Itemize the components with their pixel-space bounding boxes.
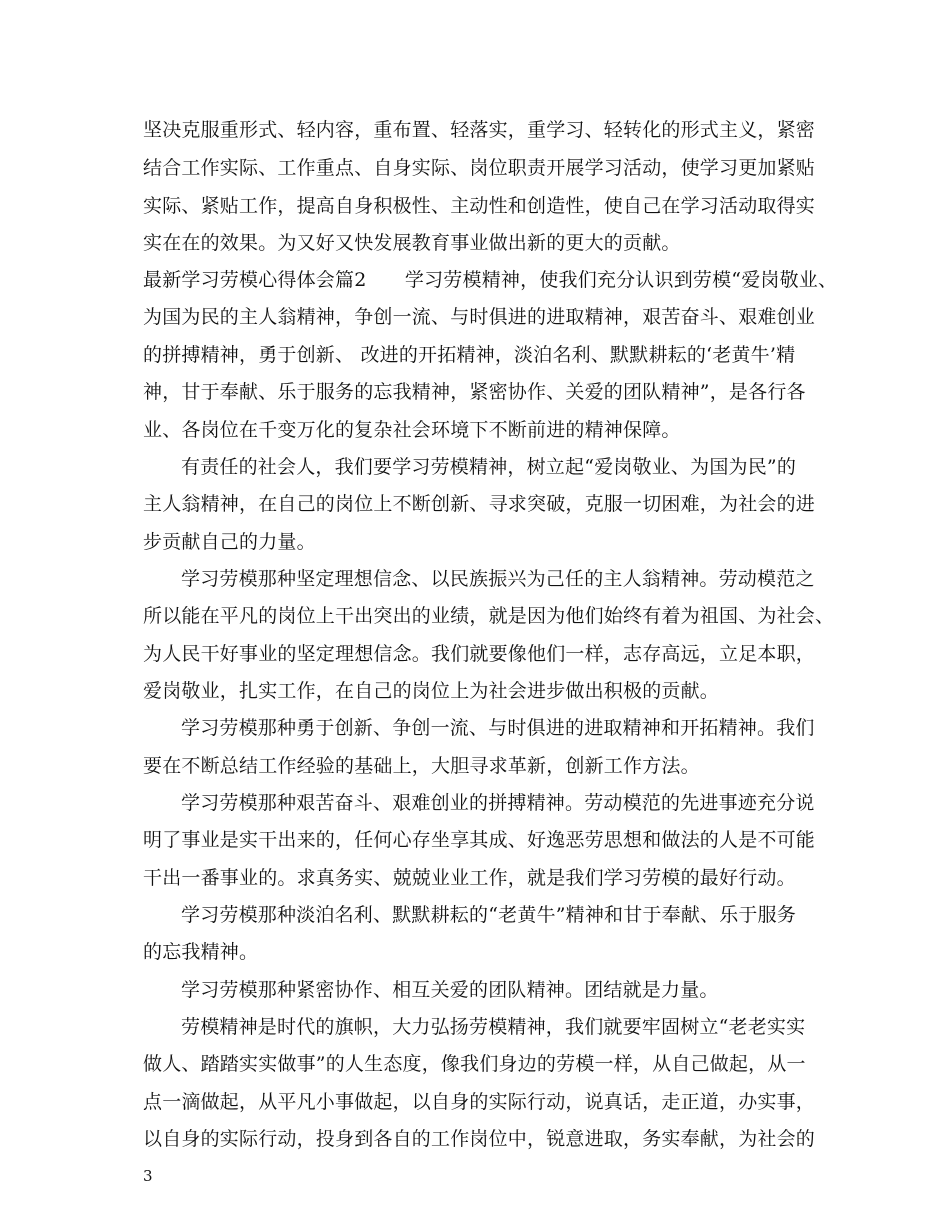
paragraph-first-line: 学习劳模那种坚定理想信念、以民族振兴为己任的主人翁精神。劳动模范之 (181, 568, 815, 590)
paragraph-first-line: 学习劳模那种淡泊名利、默默耕耘的“老黄牛”精神和甘于奉献、乐于服务 (181, 904, 797, 926)
paragraph-first-line: 有责任的社会人，我们要学习劳模精神，树立起“爱岗敬业、为国为民”的 (181, 456, 797, 478)
text-line: 坚决克服重形式、轻内容，重布置、轻落实，重学习、轻转化的形式主义，紧密 (143, 119, 816, 141)
text-line: 以自身的实际行动，投身到各自的工作岗位中，锐意进取，务实奉献，为社会的 (143, 1128, 816, 1150)
paragraph-first-line: 劳模精神是时代的旗帜，大力弘扬劳模精神，我们就要牢固树立“老老实实 (181, 1016, 806, 1038)
text-line: 主人翁精神，在自己的岗位上不断创新、寻求突破，克服一切困难，为社会的进 (143, 493, 816, 515)
text-line: 的拼搏精神，勇于创新、 改进的开拓精神，淡泊名利、默默耕耘的‘老黄牛’精 (143, 344, 796, 366)
section-heading-line: 最新学习劳模心得体会篇2 学习劳模精神，使我们充分认识到劳模“爱岗敬业、 (143, 269, 838, 291)
paragraph-first-line: 学习劳模那种勇于创新、争创一流、与时俱进的进取精神和开拓精神。我们 (181, 717, 815, 739)
text-line: 实在在的效果。为又好又快发展教育事业做出新的更大的贡献。 (143, 232, 681, 254)
text-line: 的忘我精神。 (143, 941, 259, 963)
text-line: 做人、踏踏实实做事”的人生态度，像我们身边的劳模一样，从自己做起，从一 (143, 1053, 806, 1075)
text-line: 所以能在平凡的岗位上干出突出的业绩，就是因为他们始终有着为祖国、为社会、 (143, 605, 835, 627)
text-line: 神，甘于奉献、乐于服务的忘我精神，紧密协作、关爱的团队精神”，是各行各 (143, 381, 806, 403)
text-line: 步贡献自己的力量。 (143, 531, 316, 553)
text-line: 爱岗敬业，扎实工作，在自己的岗位上为社会进步做出积极的贡献。 (143, 680, 720, 702)
text-line: 要在不断总结工作经验的基础上，大胆寻求革新，创新工作方法。 (143, 755, 700, 777)
text-line: 业、各岗位在千变万化的复杂社会环境下不断前进的精神保障。 (143, 419, 681, 441)
text-line: 实际、紧贴工作，提高自身积极性、主动性和创造性，使自己在学习活动取得实 (143, 195, 816, 217)
text-line: 结合工作实际、工作重点、自身实际、岗位职责开展学习活动，使学习更加紧贴 (143, 157, 816, 179)
text-line: 为人民干好事业的坚定理想信念。我们就要像他们一样，志存高远，立足本职， (143, 643, 816, 665)
text-line: 点一滴做起，从平凡小事做起，以自身的实际行动，说真话，走正道，办实事， (143, 1091, 816, 1113)
page-number: 3 (143, 1167, 153, 1185)
paragraph-first-line: 学习劳模那种紧密协作、相互关爱的团队精神。团结就是力量。 (181, 979, 719, 1001)
paragraph-first-line: 学习劳模那种艰苦奋斗、艰难创业的拼搏精神。劳动模范的先进事迹充分说 (181, 792, 815, 814)
text-line: 明了事业是实干出来的，任何心存坐享其成、好逸恶劳思想和做法的人是不可能 (143, 829, 816, 851)
text-line: 干出一番事业的。求真务实、兢兢业业工作，就是我们学习劳模的最好行动。 (143, 867, 796, 889)
text-line: 为国为民的主人翁精神，争创一流、与时俱进的进取精神，艰苦奋斗、艰难创业 (143, 306, 816, 328)
